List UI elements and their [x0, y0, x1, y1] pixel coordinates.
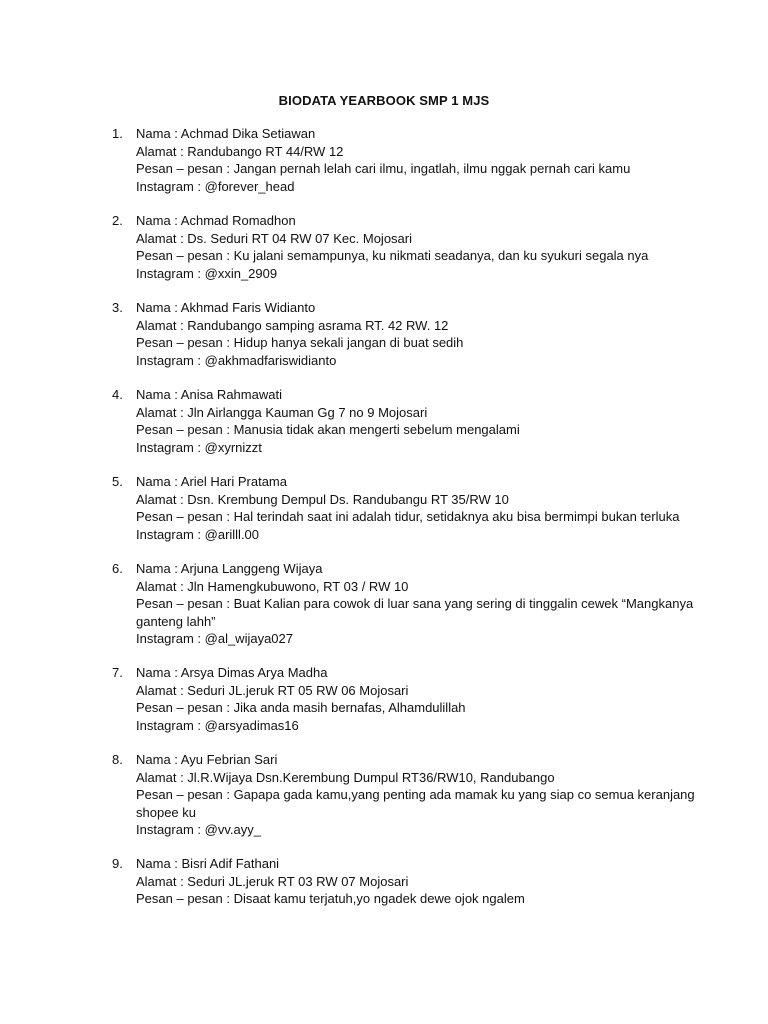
- list-item-line: Instagram : @al_wijaya027: [136, 631, 293, 646]
- list-item-number: 5.: [112, 474, 123, 489]
- list-item-line: Alamat : Randubango RT 44/RW 12: [136, 143, 344, 159]
- list-item: [0, 299, 768, 386]
- list-item-number: 6.: [112, 561, 123, 576]
- list-item-line: Instagram : @akhmadfariswidianto: [136, 352, 337, 368]
- list-item-line: Alamat : Jln Hamengkubuwono, RT 03 / RW 10: [136, 578, 409, 594]
- list-item-line: Pesan – pesan : Disaat kamu terjatuh,yo ngadek dewe ojok ngalem: [136, 891, 525, 906]
- list-item-body: [136, 751, 696, 839]
- list-item-line: Alamat : Randubango samping asrama RT. 42 RW. 12: [136, 317, 449, 333]
- list-item-line: Alamat : Jl.R.Wijaya Dsn.Kerembung Dumpul RT36/RW10, Randubango: [136, 769, 555, 785]
- list-item: [0, 125, 768, 212]
- list-item-line: Nama : Arjuna Langgeng Wijaya: [136, 561, 323, 576]
- list-item-body: [136, 855, 696, 908]
- list-item-body: [136, 212, 696, 282]
- list-item-body: [136, 386, 696, 456]
- list-item: [0, 855, 768, 942]
- list-item-body: [136, 299, 696, 369]
- list-item-line: Pesan – pesan : Ku jalani semampunya, ku nikmati seadanya, dan ku syukuri segala nya: [136, 248, 649, 263]
- list-item-line: Alamat : Jln Airlangga Kauman Gg 7 no 9 Mojosari: [136, 404, 428, 420]
- list-item-line: Instagram : @xxin_2909: [136, 265, 278, 281]
- list-item-line: Pesan – pesan : Gapapa gada kamu,yang penting ada mamak ku yang siap co semua keranjang: [136, 787, 695, 802]
- list-item-line: Pesan – pesan : Jangan pernah lelah cari ilmu, ingatlah, ilmu nggak pernah cari kamu: [136, 161, 631, 176]
- list-item: [0, 212, 768, 299]
- list-item-line: ganteng lahh”: [136, 613, 216, 629]
- list-item-number: 8.: [112, 752, 123, 767]
- list-item-line: Nama : Bisri Adif Fathani: [136, 856, 280, 871]
- list-item-line: Nama : Anisa Rahmawati: [136, 387, 282, 402]
- list-item-line: Instagram : @arilll.00: [136, 526, 260, 542]
- list-item-number: 9.: [112, 856, 123, 871]
- list-item-line: Nama : Akhmad Faris Widianto: [136, 300, 316, 315]
- list-item-number: 3.: [112, 300, 123, 315]
- list-item-line: Instagram : @xyrnizzt: [136, 439, 262, 455]
- list-item-line: Pesan – pesan : Hal terindah saat ini adalah tidur, setidaknya aku bisa bermimpi bukan terluka: [136, 509, 680, 524]
- list-item-line: Nama : Ariel Hari Pratama: [136, 474, 287, 489]
- list-item-line: Nama : Arsya Dimas Arya Madha: [136, 665, 328, 680]
- list-item-number: 2.: [112, 213, 123, 228]
- list-item-body: [136, 664, 696, 734]
- list-item: [0, 751, 768, 855]
- list-item-line: Alamat : Dsn. Krembung Dempul Ds. Randubangu RT 35/RW 10: [136, 491, 509, 507]
- list-item-number: 1.: [112, 126, 123, 141]
- list-item-line: Pesan – pesan : Buat Kalian para cowok di luar sana yang sering di tinggalin cewek “Mangkanya: [136, 596, 694, 611]
- list-item: [0, 560, 768, 664]
- list-item-line: Alamat : Seduri JL.jeruk RT 05 RW 06 Mojosari: [136, 682, 409, 698]
- list-item-line: Instagram : @vv.ayy_: [136, 822, 261, 837]
- entry-list: [0, 125, 768, 942]
- list-item-body: [136, 560, 696, 648]
- list-item: [0, 664, 768, 751]
- list-item-number: 7.: [112, 665, 123, 680]
- list-item-line: Pesan – pesan : Manusia tidak akan mengerti sebelum mengalami: [136, 422, 520, 437]
- list-item: [0, 386, 768, 473]
- list-item-line: shopee ku: [136, 804, 196, 820]
- list-item-body: [136, 125, 696, 195]
- list-item: [0, 473, 768, 560]
- list-item-line: Pesan – pesan : Hidup hanya sekali jangan di buat sedih: [136, 335, 464, 350]
- list-item-line: Alamat : Seduri JL.jeruk RT 03 RW 07 Mojosari: [136, 873, 409, 889]
- list-item-body: [136, 473, 696, 543]
- list-item-line: Instagram : @forever_head: [136, 178, 295, 194]
- list-item-line: Nama : Achmad Romadhon: [136, 213, 296, 228]
- list-item-line: Alamat : Ds. Seduri RT 04 RW 07 Kec. Mojosari: [136, 230, 412, 246]
- list-item-line: Pesan – pesan : Jika anda masih bernafas, Alhamdulillah: [136, 700, 466, 715]
- list-item-line: Nama : Ayu Febrian Sari: [136, 752, 278, 767]
- page-title: BIODATA YEARBOOK SMP 1 MJS: [278, 93, 490, 108]
- list-item-line: Nama : Achmad Dika Setiawan: [136, 126, 316, 141]
- list-item-number: 4.: [112, 387, 123, 402]
- list-item-line: Instagram : @arsyadimas16: [136, 717, 299, 733]
